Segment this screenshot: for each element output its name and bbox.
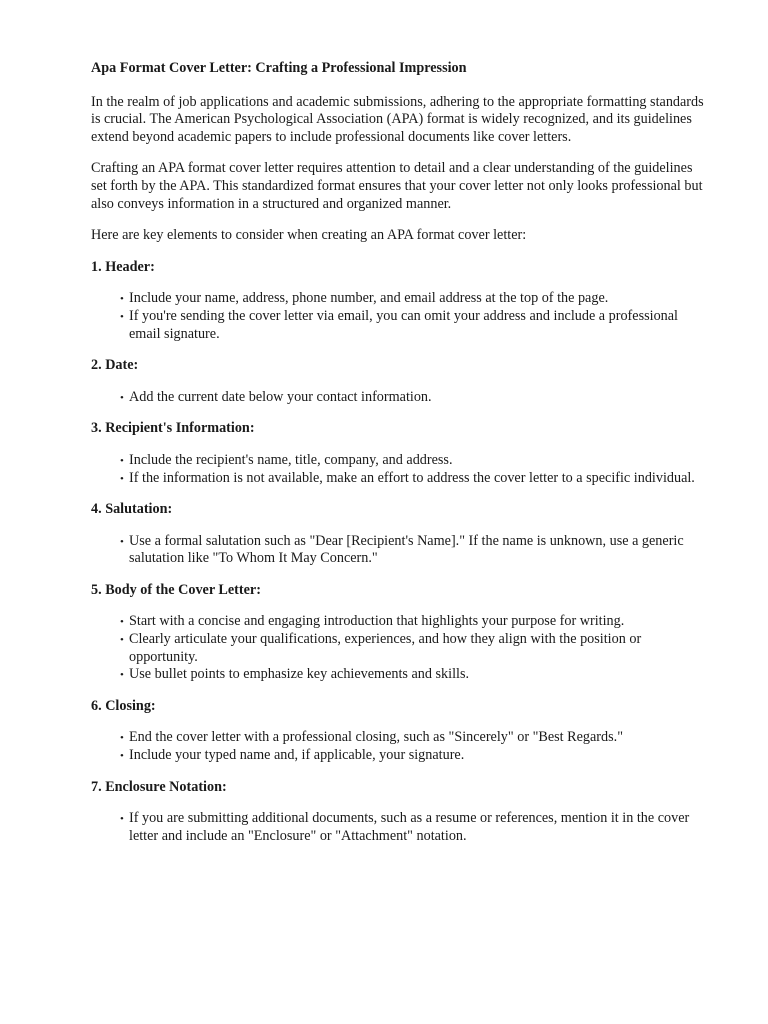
list-item [120, 469, 708, 488]
list-item-text: Use a formal salutation such as "Dear [Recipient's Name]." If the name is unknown, use a generic salutation like "To Whom It May Concern." [129, 532, 684, 567]
bullet-list [91, 290, 708, 343]
list-item [120, 810, 708, 845]
section-heading: 7. Enclosure Notation: [91, 778, 227, 795]
list-item-text: If the information is not available, make an effort to address the cover letter to a specific individual. [129, 469, 695, 486]
list-item-text: Add the current date below your contact information. [129, 388, 432, 405]
bullet-icon: • [120, 750, 124, 763]
list-item-text: Clearly articulate your qualifications, experiences, and how they align with the position or opportunity. [129, 631, 642, 665]
list-item-text: Include the recipient's name, title, company, and address. [129, 451, 453, 468]
bullet-icon: • [120, 472, 124, 485]
list-item [120, 666, 708, 684]
list-item [120, 631, 708, 666]
list-item-text: End the cover letter with a professional closing, such as "Sincerely" or "Best Regards." [129, 729, 623, 746]
list-item [120, 451, 708, 470]
list-item [120, 307, 708, 343]
list-item [120, 388, 708, 407]
section-heading: 2. Date: [91, 357, 139, 374]
section [91, 259, 708, 343]
list-item-text: Include your name, address, phone number, and email address at the top of the page. [129, 290, 609, 307]
section [91, 501, 708, 568]
section-heading: 4. Salutation: [91, 501, 173, 518]
section-heading: 6. Closing: [91, 697, 156, 714]
intro-paragraph: Crafting an APA format cover letter requires attention to detail and a clear understanding of the guidelines set forth by the APA. This standardized format ensures that your cover letter not only looks professional but also conveys information in a structured and organized manner. [91, 160, 703, 212]
section [91, 420, 708, 487]
bullet-icon: • [120, 669, 124, 682]
bullet-icon: • [120, 293, 124, 306]
list-item-text: If you are submitting additional documents, such as a resume or references, mention it in the cover letter and include an "Enclosure" or "Attachment" notation. [129, 810, 690, 844]
section-heading: 5. Body of the Cover Letter: [91, 581, 261, 598]
section [91, 582, 708, 684]
section-heading: 1. Header: [91, 258, 155, 275]
list-item-text: Start with a concise and engaging introduction that highlights your purpose for writing. [129, 613, 625, 630]
bullet-icon: • [120, 535, 124, 548]
intro [91, 94, 708, 245]
bullet-icon: • [120, 813, 124, 826]
list-item [120, 747, 708, 765]
sections-container [91, 259, 708, 846]
bullet-icon: • [120, 391, 124, 404]
bullet-list [91, 452, 708, 487]
section [91, 698, 708, 765]
intro-paragraph: In the realm of job applications and academic submissions, adhering to the appropriate formatting standards is crucial. The American Psychological Association (APA) format is widely recognized, and its guidelines extend beyond academic papers to include professional documents like cover letters. [91, 93, 704, 145]
list-item [120, 532, 708, 568]
bullet-icon: • [120, 616, 124, 629]
bullet-list [91, 810, 708, 845]
section [91, 779, 708, 846]
bullet-list [91, 389, 708, 407]
document-title: Apa Format Cover Letter: Crafting a Professional Impression [91, 60, 467, 76]
section-heading: 3. Recipient's Information: [91, 420, 255, 437]
bullet-list [91, 613, 708, 683]
intro-paragraph: Here are key elements to consider when creating an APA format cover letter: [91, 227, 527, 244]
bullet-icon: • [120, 634, 124, 647]
list-item [120, 290, 708, 308]
bullet-list [91, 533, 708, 568]
list-item [120, 729, 708, 747]
bullet-icon: • [120, 454, 124, 467]
section [91, 357, 708, 406]
list-item-text: If you're sending the cover letter via email, you can omit your address and include a professional email signature. [129, 307, 678, 342]
list-item [120, 613, 708, 631]
bullet-icon: • [120, 732, 124, 745]
list-item-text: Include your typed name and, if applicable, your signature. [129, 747, 465, 764]
bullet-icon: • [120, 310, 124, 323]
bullet-list [91, 729, 708, 764]
list-item-text: Use bullet points to emphasize key achievements and skills. [129, 666, 470, 683]
